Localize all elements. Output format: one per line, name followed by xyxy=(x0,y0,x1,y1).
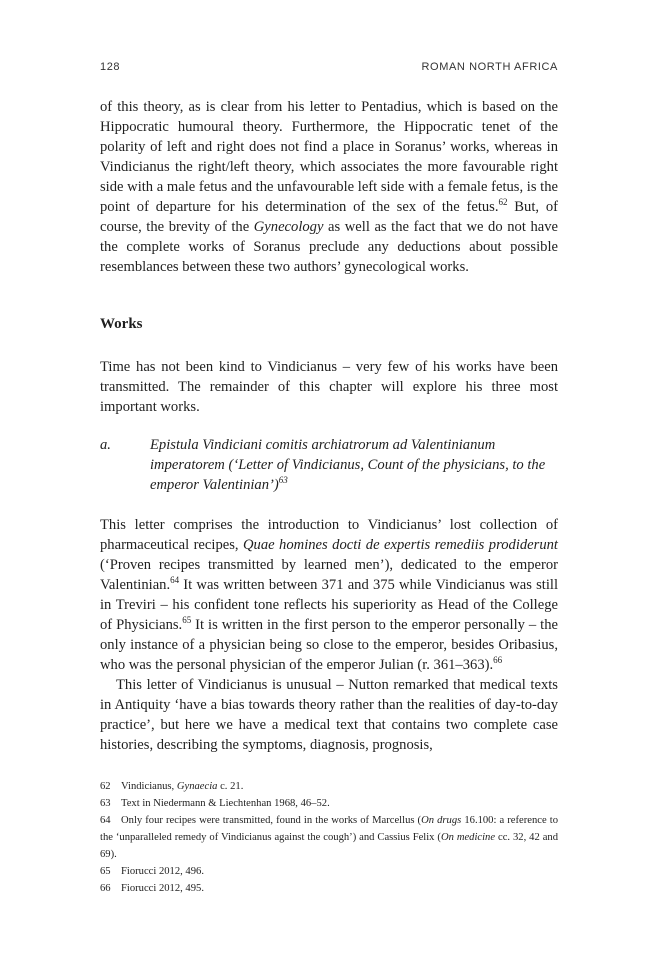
paragraph-theory: of this theory, as is clear from his letter to Pentadius, which is based on the Hippocratic humoural theory. Furthermore, the Hippocratic tenet of the polarity of left and right does not find a place in Soranus’ works, whereas in Vindicianus the right/left theory, which associates the more favourable right side with a male fetus and the unfavourable left side with a female fetus, is the point of departure for his determination of the sex of the fetus.$^{62}$ But, of course, the brevity of the Gynecology as well as the fact that we do not have the complete works of Soranus preclude any deductions about possible resemblances between these two authors’ gynecological works. xyxy=(100,99,558,275)
footnote-ref-63[interactable]: 63 xyxy=(278,475,288,486)
footnote-62: 62 Vindicianus, Gynaecia c. 21. xyxy=(100,781,244,792)
paragraph-works-intro: Time has not been kind to Vindicianus – very few of his works have been transmitted. The remainder of this chapter will explore his three most important works. xyxy=(100,359,558,415)
work-item-a xyxy=(100,435,558,495)
footnote-65: 65 Fiorucci 2012, 496. xyxy=(100,866,204,877)
item-title: Epistula Vindiciani comitis archiatrorum ad Valentinianum imperatorem (‘Letter of Vindicianus, Count of the physicians, to the emperor Valentinian’)$^{63}$ xyxy=(150,437,546,493)
paragraph-unusual: This letter of Vindicianus is unusual – Nutton remarked that medical texts in Antiquity ‘have a bias towards theory rather than the realities of day-to-day practice’, but here we have a medical text that contains two complete case histories, describing the symptoms, diagnosis, prognosis, xyxy=(100,677,558,753)
paragraph-letter: This letter comprises the introduction to Vindicianus’ lost collection of pharmaceutical recipes, Quae homines docti de expertis remediis prodiderunt (‘Proven recipes transmitted by learned men’), dedicated to the emperor Valentinian.$^{64}$ It was written between 371 and 375 while Vindicianus was still in Treviri – his confident tone reflects his superiority as Head of the College of Physicians.$^{65}$ It is written in the first person to the emperor personally – the only instance of a physician being so close to the emperor, besides Oribasius, who was the personal physician of the emperor Julian (r. 361–363).$^{66}$ xyxy=(100,517,558,673)
page-header xyxy=(100,61,558,77)
item-label: a. xyxy=(100,437,111,453)
footnote-ref-66[interactable]: 66 xyxy=(493,655,503,666)
footnote-ref-65[interactable]: 65 xyxy=(182,615,192,626)
page-number: 128 xyxy=(100,61,121,73)
footnote-64: 64 Only four recipes were transmitted, found in the works of Marcellus (On drugs 16.100: a reference to the ‘unparalleled remedy of Vindicianus against the cough’) and Cassius Felix (On medicine cc. 32, 42 and 69). xyxy=(100,815,558,860)
footnote-ref-62[interactable]: 62 xyxy=(498,197,508,208)
footnote-ref-64[interactable]: 64 xyxy=(170,575,180,586)
footnote-66: 66 Fiorucci 2012, 495. xyxy=(100,883,204,894)
running-title: ROMAN NORTH AFRICA xyxy=(421,61,558,73)
footnotes xyxy=(100,778,558,897)
section-heading-works: Works xyxy=(100,316,143,332)
footnote-63: 63 Text in Niedermann & Liechtenhan 1968, 46–52. xyxy=(100,798,330,809)
